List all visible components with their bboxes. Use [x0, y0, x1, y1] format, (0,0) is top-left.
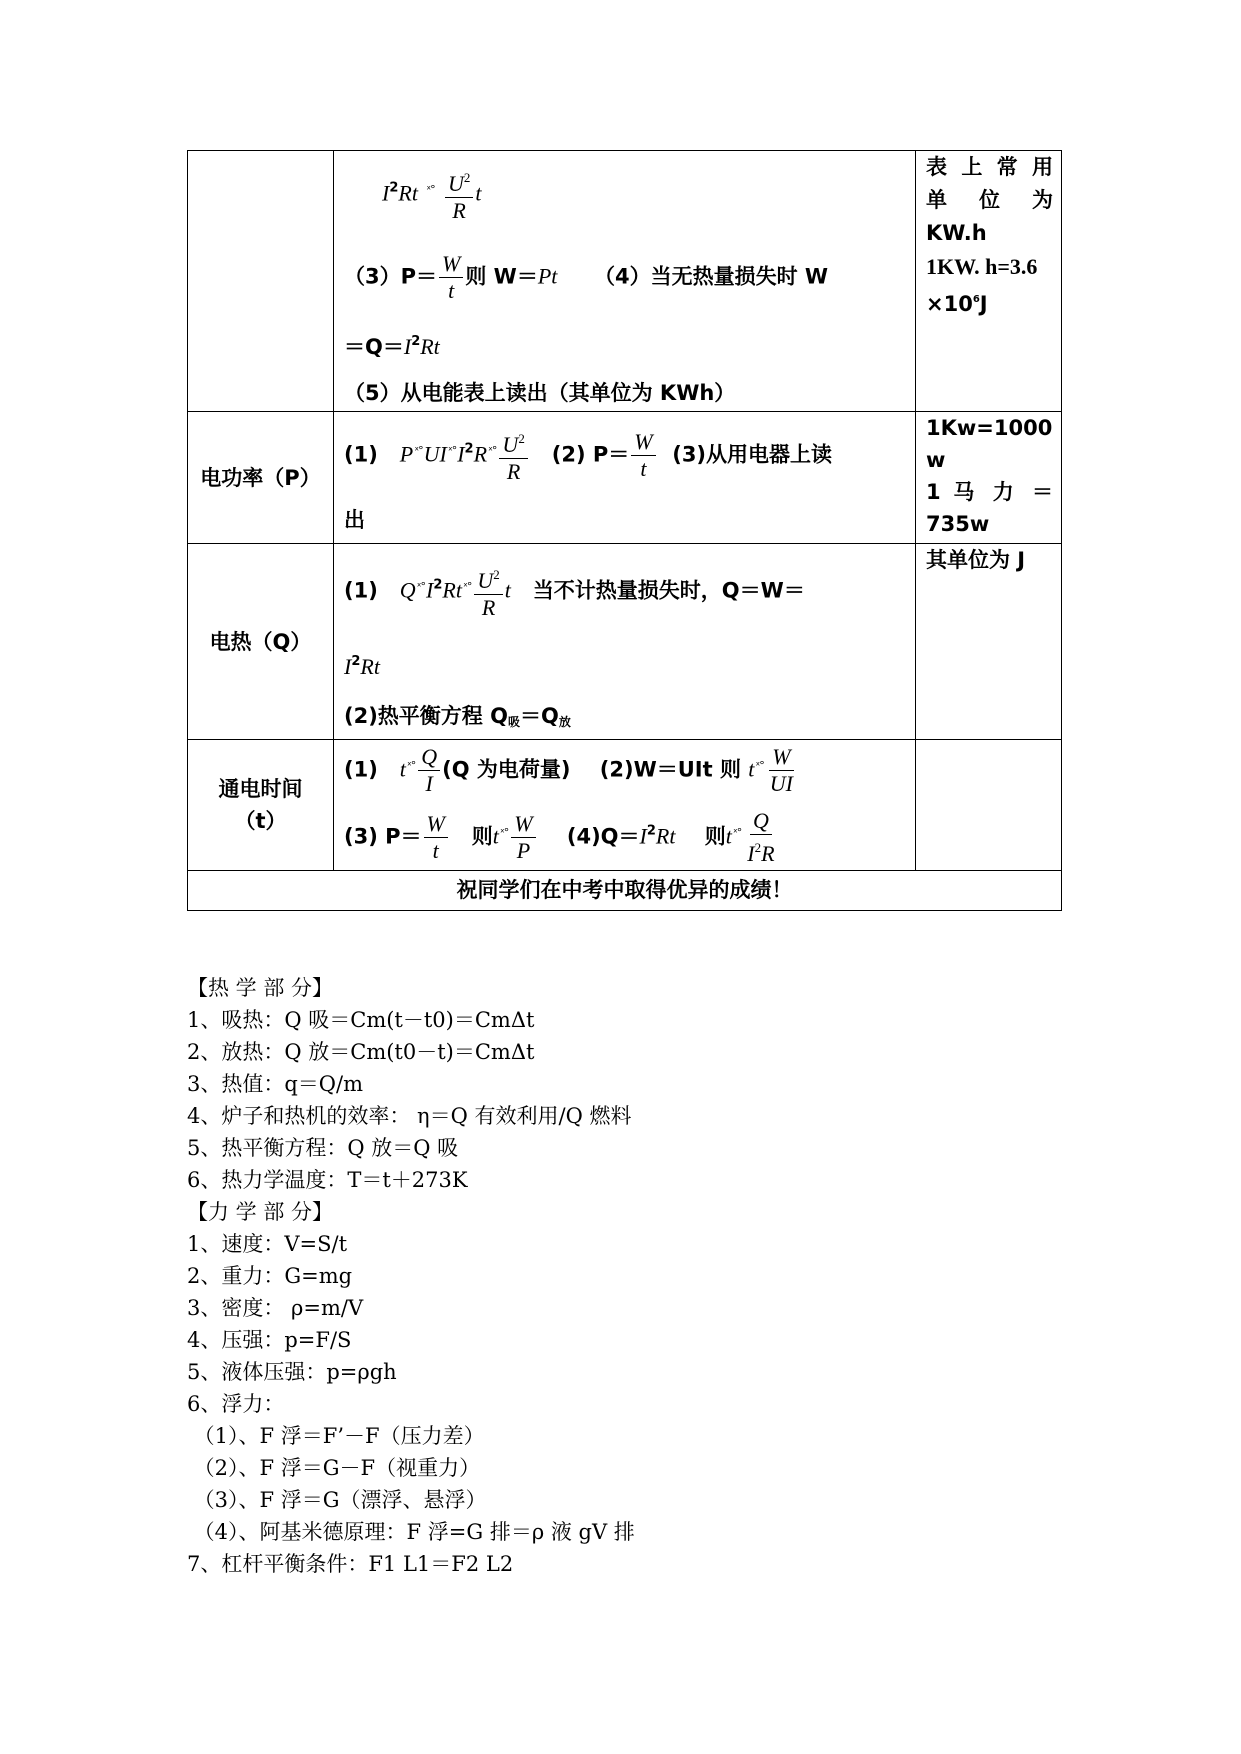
label-cell-heat: 电热（Q）	[188, 544, 334, 740]
list-item: （4）、阿基米德原理：F 浮=G 排＝ρ 液 gV 排	[187, 1520, 635, 1544]
energy-line-3: （3）P＝ $\frac{W}{t}$ 则 W＝Pt （4）当无热量损失时 W	[344, 251, 829, 303]
note-cell-power: 1Kw=1000 w 1 马 力 ＝ 735w	[916, 412, 1062, 544]
list-item: （1）、F 浮＝F’－F（压力差）	[187, 1424, 485, 1448]
list-item: 3、热值：q＝Q/m	[187, 1072, 364, 1096]
fraction-w-over-p: $\frac{W}{P}$	[511, 811, 535, 864]
formula-table	[187, 150, 1062, 911]
energy-line-4: $=Q=I^2Rt$	[344, 334, 440, 359]
fraction-w-over-t: $\frac{W}{t}$	[631, 429, 655, 482]
fraction-q-over-i: $\frac{Q}{I}$	[418, 744, 440, 797]
time-line-2: (3) P＝ $\frac{W}{t}$ 则$t^{ˣ^\circ}$ $\frac{W}{P}$ $(4)Q=I^2Rt$ 则$t^{ˣ^\circ}$ $\frac{Q}{I^2R}$	[344, 808, 780, 867]
heat-line-1: (1) $Q^{ˣ^\circ}I^2Rt^{ˣ^\circ}$ $\frac{U^2}{R}$ t 当不计热量损失时，Q＝W＝	[344, 562, 805, 621]
list-item: （2）、F 浮＝G－F（视重力）	[187, 1456, 481, 1480]
heat-balance-equation: (2)热平衡方程 $Q_吸=Q_放$	[344, 704, 571, 729]
mechanics-section-heading: 【力 学 部 分】	[187, 1200, 334, 1224]
list-item: 1、速度：V=S/t	[187, 1232, 348, 1256]
table-row	[188, 151, 1062, 412]
formula-cell-energy	[334, 151, 916, 412]
fraction-q-over-i2r: $\frac{Q}{I^2R}$	[747, 808, 775, 866]
energy-line-5: （5）从电能表上读出（其单位为 KWh）	[344, 381, 736, 405]
fraction-u2-over-r: $\frac{U^2}{R}$	[474, 562, 502, 621]
list-item: 5、热平衡方程：Q 放＝Q 吸	[187, 1136, 459, 1160]
kwh-conversion: 1KW. h=3.6	[926, 254, 1038, 279]
list-item: 6、浮力：	[187, 1392, 285, 1416]
label-cell-time: 通电时间 （t）	[188, 740, 334, 871]
label-cell-power: 电功率（P）	[188, 412, 334, 544]
table-row	[188, 544, 1062, 740]
fraction-u2-over-r: $\frac{U^2}{R}$	[445, 165, 473, 224]
note-cell-time	[916, 740, 1062, 871]
list-item: 2、重力：G=mg	[187, 1264, 353, 1288]
heat-section-heading: 【热 学 部 分】	[187, 976, 334, 1000]
list-item: （3）、F 浮＝G（漂浮、悬浮）	[187, 1488, 487, 1512]
label-cell-empty	[188, 151, 334, 412]
note-cell-heat: 其单位为 J	[916, 544, 1062, 740]
list-item: 7、杠杆平衡条件：F1 L1＝F2 L2	[187, 1552, 514, 1576]
time-line-1: (1) $t^{ˣ^\circ}$ $\frac{Q}{I}$ (Q 为电荷量) (2)W＝UIt 则 $t^{ˣ^\circ}$ $\frac{W}{UI}$	[344, 744, 798, 797]
formula-cell-power: (1) $P^{ˣ^\circ}UI^{ˣ^\circ}I^2R^{ˣ^\circ}$ $\frac{U^2}{R}$ (2) P＝ $\frac{W}{t}$ (3)从用电器上读 出	[334, 412, 916, 544]
list-item: 6、热力学温度：T＝t＋273K	[187, 1168, 468, 1192]
list-item: 5、液体压强：p=ρgh	[187, 1360, 397, 1384]
energy-formula-top: $I^2Rt$ $^{ˣ^\circ}$ $\frac{U^2}{R}$ t	[382, 165, 481, 224]
note-cell-energy: 表上常用 单 位 为 KW.h 1KW. h=3.6 $\times 10^6J$	[916, 151, 1062, 412]
table-row	[188, 740, 1062, 871]
power-line-1: (1) $P^{ˣ^\circ}UI^{ˣ^\circ}I^2R^{ˣ^\circ}$ $\frac{U^2}{R}$ (2) P＝ $\frac{W}{t}$ (3)从用电器上读	[344, 426, 832, 485]
list-item: 3、密度： ρ=m/V	[187, 1296, 364, 1320]
equals-glyph: ˣ°	[426, 182, 435, 196]
list-item: 4、压强：p=F/S	[187, 1328, 352, 1352]
formula-cell-time	[334, 740, 916, 871]
fraction-w-over-ui: $\frac{W}{UI}$	[769, 744, 793, 796]
table-row	[188, 871, 1062, 911]
fraction-w-over-t: $\frac{W}{t}$	[424, 811, 448, 864]
formula-cell-heat: (1) $Q^{ˣ^\circ}I^2Rt^{ˣ^\circ}$ $\frac{U^2}{R}$ t 当不计热量损失时，Q＝W＝ $I^2Rt$ (2)热平衡方程 $Q_吸=Q_放$	[334, 544, 916, 740]
fraction-u2-over-r: $\frac{U^2}{R}$	[499, 426, 527, 485]
fraction-w-over-t: $\frac{W}{t}$	[439, 251, 463, 304]
table-footer: 祝同学们在中考中取得优异的成绩！	[188, 871, 1062, 911]
list-item: 1、吸热：Q 吸＝Cm(t－t0)＝CmΔt	[187, 1008, 535, 1032]
table-row	[188, 412, 1062, 544]
list-item: 4、炉子和热机的效率： η＝Q 有效利用/Q 燃料	[187, 1104, 632, 1128]
list-item: 2、放热：Q 放＝Cm(t0－t)＝CmΔt	[187, 1040, 535, 1064]
